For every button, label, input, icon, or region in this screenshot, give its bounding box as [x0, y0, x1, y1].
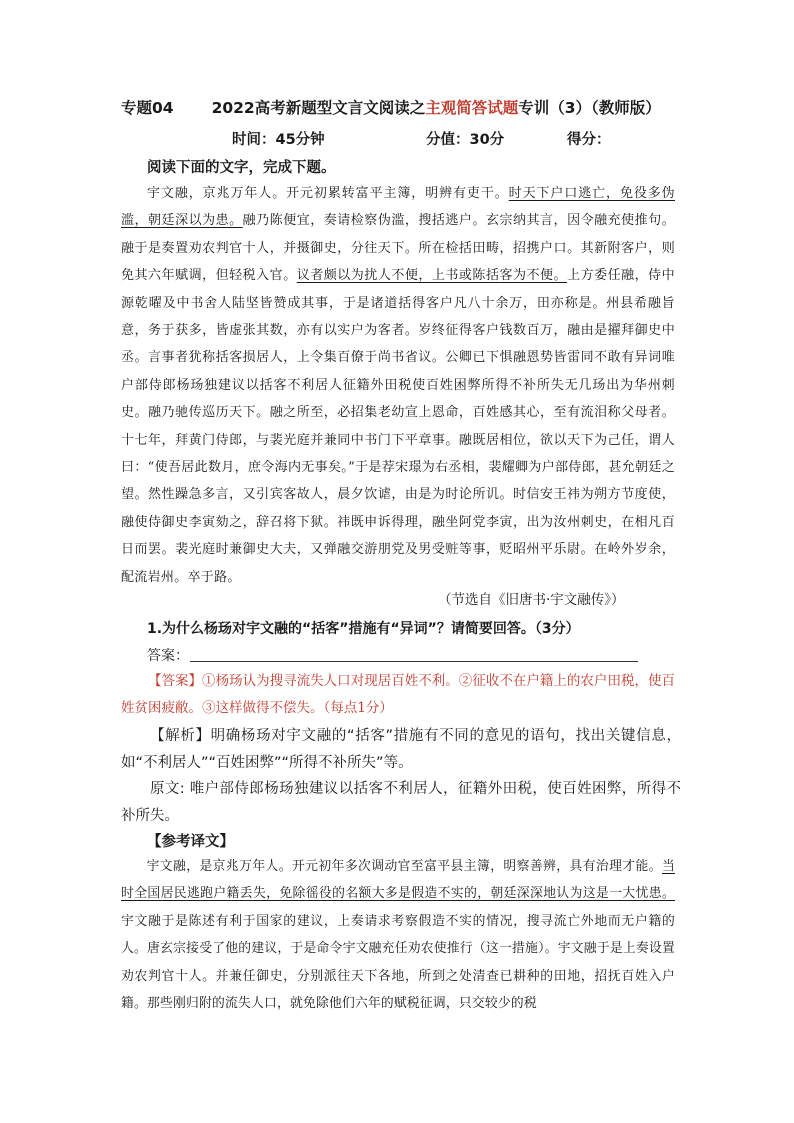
passage-text: 上方委任融，侍中源乾曜及中书舍人陆坚皆赞成其事，于是诸道括得客户凡八十余万，田亦称是。州县希融旨意，务于获多，皆虚张其数，亦有以实户为客者。岁终征得客户钱数百万，融由是擢拜御史中丞。言事者犹称括客损居人，上令集百僚于尚书省议。公卿已下惧融恩势皆雷同不敢有异词唯户部侍郎杨玚独建议以括客不利居人征籍外田税使百姓困弊所得不补所失无几玚出为华州刺史。融乃驰传巡历天下。融之所至，必招集老幼宣上恩命，百姓感其心，至有流泪称父母者。十七年，拜黄门侍郎，与裴光庭并兼同中书门下平章事。融既居相位，欲以天下为己任，谓人曰：“使吾居此数月，庶令海内无事矣。”于是荐宋璟为右丞相，裴耀卿为户部侍郎，甚允朝廷之望。然性躁急多言，又引宾客故人，晨夕饮谑，由是为时论所讥。时信安王祎为朔方节度使，融使侍御史李寅劾之，辞召将下狱。祎既申诉得理，融坐阿党李寅，出为汝州刺史，在相凡百日而罢。裴光庭时兼御史大夫，又弹融交游朋党及男受赃等事，贬昭州平乐尉。在岭外岁余，配流岩州。卒于路。: [121, 268, 675, 585]
title-suffix: 专训（3）（教师版）: [518, 99, 661, 117]
passage-underlined: 议者颇以为扰人不便，上书或陈括客为不便。: [296, 268, 568, 284]
translation-underlined: 当时全国居民逃跑户籍丢失，免除徭役的名额大多是假造不实的，朝廷深深地认为这是一大忧患。: [121, 859, 675, 902]
score-info: 分值：30分: [426, 132, 505, 148]
translation-text: 宇文融，是京兆万年人。开元初年多次调动官至富平县主簿，明察善辨，具有治理才能。: [146, 859, 662, 874]
reading-instruction: 阅读下面的文字，完成下题。: [147, 160, 336, 176]
time-info: 时间：45分钟: [232, 132, 325, 148]
got-score-info: 得分：: [567, 132, 611, 148]
classical-passage: [121, 180, 675, 591]
reference-translation: [121, 853, 675, 1017]
answer-label: 答案：: [147, 648, 189, 664]
question-1: 1.为什么杨玚对宇文融的“括客”措施有“异词”？请简要回答。（3分）: [147, 621, 580, 637]
passage-underlined: 时天下户口逃亡，免役多伪滥，朝廷深以为患。: [121, 186, 675, 229]
title-highlight: 主观简答试题: [425, 99, 519, 117]
exam-meta: [0, 128, 794, 148]
document-title: [121, 96, 661, 118]
reference-heading: 【参考译文】: [147, 834, 234, 850]
passage-text: 宇文融，京兆万年人。开元初累转富平主簿，明辨有吏干。: [147, 186, 509, 201]
title-text: 2022高考新题型文言文阅读之: [211, 99, 426, 117]
analysis-text: 【解析】明确杨玚对宇文融的“括客”措施有不同的意见的语句，找出关键信息，如“不利居人”“百姓困弊”“所得不补所失”等。: [121, 728, 681, 771]
topic-number: 专题04: [121, 99, 174, 117]
passage-text: 融乃陈便宜，奏请检察伪滥，搜括逃户。玄宗纳其言，因令融充使推句。融于是奏置劝农判官十人，并摄御史，分往天下。所在检括田畴，招携户口。其新附客户，则免其六年赋调，但轻税入官。: [121, 213, 675, 284]
passage-source: （节选自《旧唐书·宇文融传》）: [438, 592, 625, 608]
answer-text: 【答案】①杨玚认为搜寻流失人口对现居百姓不利。②征收不在户籍上的农户田税，使百姓贫困疲敝。③这样做得不偿失。（每点1分）: [121, 673, 675, 716]
answer-blank-line: [190, 661, 638, 662]
analysis-original: 原文: 唯户部侍郎杨玚独建议以括客不利居人，征籍外田税，使百姓困弊，所得不补所失。: [121, 781, 681, 824]
translation-text: 宇文融于是陈述有利于国家的建议，上奏请求考察假造不实的情况，搜寻流亡外地而无户籍的人。唐玄宗接受了他的建议，于是命令宇文融充任劝农使推行（这一措施）。宇文融于是上奏设置劝农判官十人。并兼任御史，分别派往天下各地，所到之处清查已耕种的田地，招抚百姓入户籍。那些刚归附的流失人口，就免除他们六年的赋税征调，只交较少的税: [121, 913, 675, 1012]
analysis-section: [121, 723, 681, 829]
